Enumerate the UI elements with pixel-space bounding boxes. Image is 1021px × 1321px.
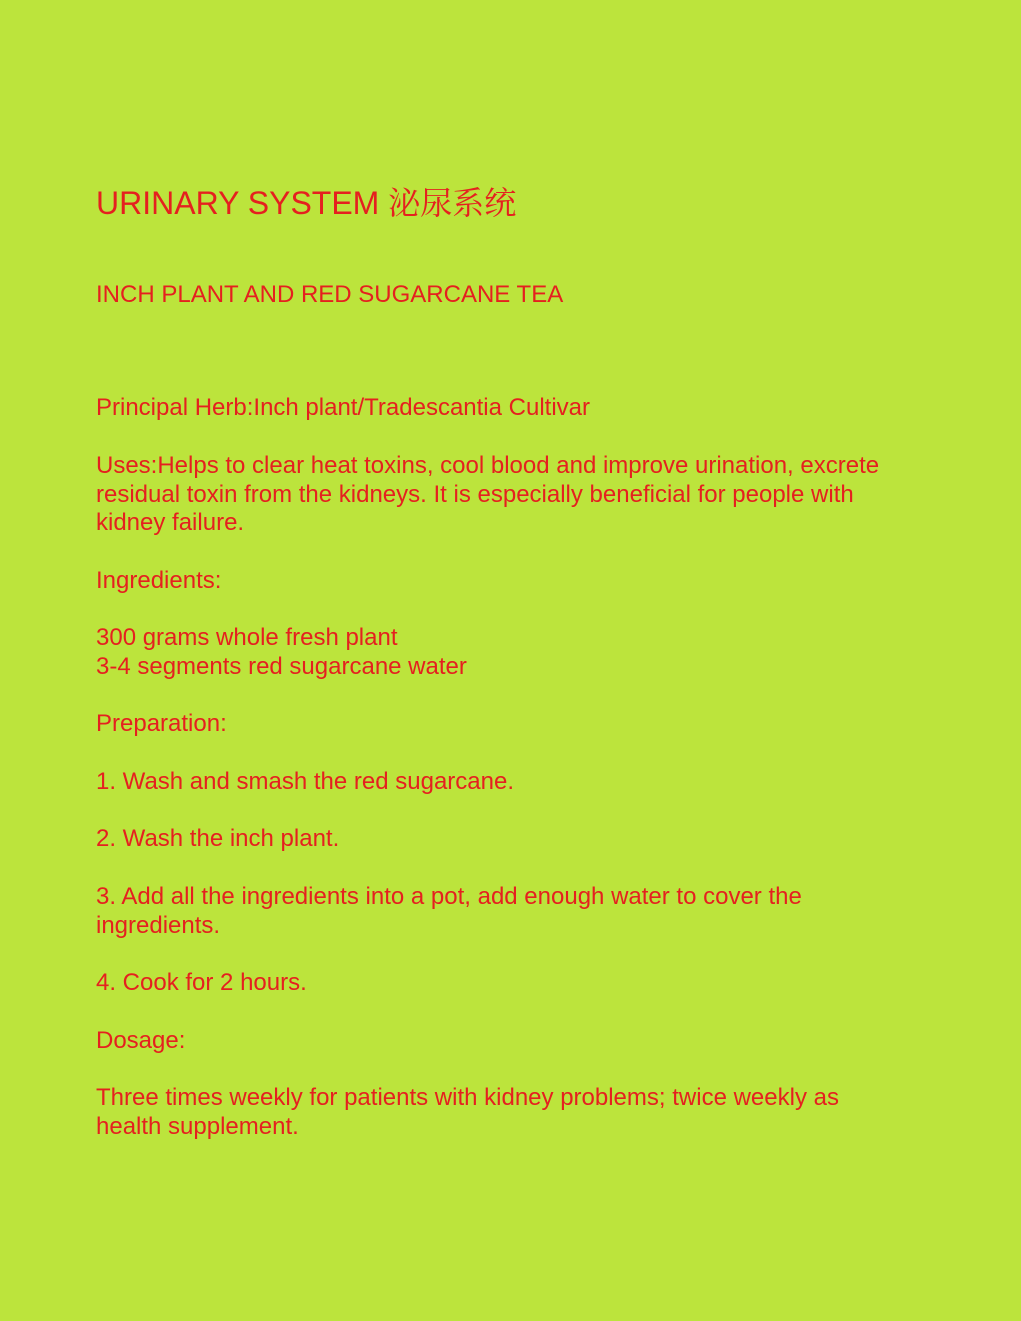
ingredient-item: 3-4 segments red sugarcane water xyxy=(96,653,467,680)
preparation-heading: Preparation: xyxy=(96,710,227,737)
recipe-title: INCH PLANT AND RED SUGARCANE TEA xyxy=(96,281,564,308)
preparation-step: 1. Wash and smash the red sugarcane. xyxy=(96,768,515,795)
uses-text: Uses:Helps to clear heat toxins, cool blood and improve urination, excrete residual toxin from the kidneys. It is especially beneficial for people with kidney failure. xyxy=(96,452,880,537)
preparation-step: 2. Wash the inch plant. xyxy=(96,825,340,852)
principal-herb: Principal Herb:Inch plant/Tradescantia Cultivar xyxy=(96,394,591,421)
dosage-text: Three times weekly for patients with kidney problems; twice weekly as health supplement. xyxy=(96,1084,839,1140)
document-title: URINARY SYSTEM 泌尿系统 xyxy=(96,185,517,221)
ingredient-item: 300 grams whole fresh plant xyxy=(96,624,398,651)
dosage-heading: Dosage: xyxy=(96,1027,186,1054)
preparation-step: 3. Add all the ingredients into a pot, add enough water to cover the ingredients. xyxy=(96,883,802,939)
preparation-step: 4. Cook for 2 hours. xyxy=(96,969,307,996)
ingredients-heading: Ingredients: xyxy=(96,567,222,594)
